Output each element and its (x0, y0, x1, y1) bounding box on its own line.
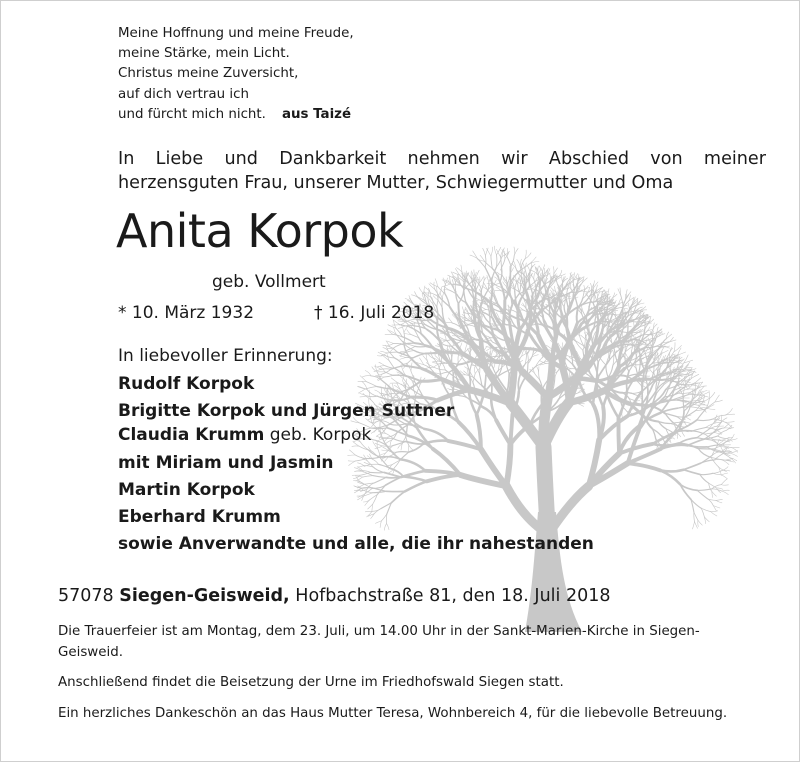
intro-line: herzensguten Frau, unserer Mutter, Schwiegermutter und Oma (118, 173, 674, 193)
mourner-name: Eberhard Krumm (118, 507, 281, 527)
mourners-heading: In liebevoller Erinnerung: (118, 346, 333, 366)
poem-line: meine Stärke, mein Licht. (118, 46, 290, 62)
mourner-name: Brigitte Korpok und Jürgen Suttner (118, 401, 455, 421)
poem-line: Meine Hoffnung und meine Freude, (118, 26, 354, 41)
note-burial: Anschließend findet die Beisetzung der Urne im Friedhofswald Siegen statt. (58, 675, 564, 690)
poem-line-last (118, 105, 354, 125)
death-date: † 16. Juli 2018 (314, 303, 435, 323)
poem (118, 24, 354, 125)
mourner-entry (118, 504, 594, 531)
mourner-name: sowie Anverwandte und alle, die ihr nahestanden (118, 534, 594, 554)
poem-line-text: und fürcht mich nicht. (118, 106, 266, 122)
poem-line: Christus meine Zuversicht, (118, 66, 299, 82)
zip-code: 57078 (58, 586, 114, 606)
mourners-list (118, 371, 594, 558)
poem-line: auf dich vertrau ich (118, 86, 249, 102)
address-date: Hofbachstraße 81, den 18. Juli 2018 (295, 586, 611, 606)
maiden-name: geb. Vollmert (212, 272, 326, 292)
mourner-entry (118, 450, 594, 477)
place-date-line (58, 586, 611, 606)
mourner-name: mit Miriam und Jasmin (118, 453, 334, 473)
mourner-name: Rudolf Korpok (118, 374, 255, 394)
mourner-entry (118, 398, 594, 425)
mourner-entry (118, 531, 594, 558)
mourner-note: geb. Korpok (264, 425, 372, 445)
birth-date: * 10. März 1932 (118, 303, 255, 323)
city: Siegen-Geisweid, (119, 586, 290, 606)
poem-source: aus Taizé (281, 106, 352, 122)
intro-text (118, 147, 766, 195)
mourner-entry (118, 477, 594, 504)
deceased-name: Anita Korpok (116, 204, 404, 258)
notes (58, 622, 748, 734)
note-funeral: Die Trauerfeier ist am Montag, dem 23. Juli, um 14.00 Uhr in der Sankt-Marien-Kirche in Siegen-Geisweid. (58, 624, 700, 660)
note-thanks: Ein herzliches Dankeschön an das Haus Mutter Teresa, Wohnbereich 4, für die liebevolle Betreuung. (58, 705, 728, 721)
mourner-entry (118, 371, 594, 398)
intro-line: In Liebe und Dankbarkeit nehmen wir Abschied von meiner (118, 149, 766, 169)
mourner-name: Claudia Krumm (118, 425, 265, 445)
mourner-name: Martin Korpok (118, 480, 255, 500)
mourner-entry (118, 425, 594, 450)
